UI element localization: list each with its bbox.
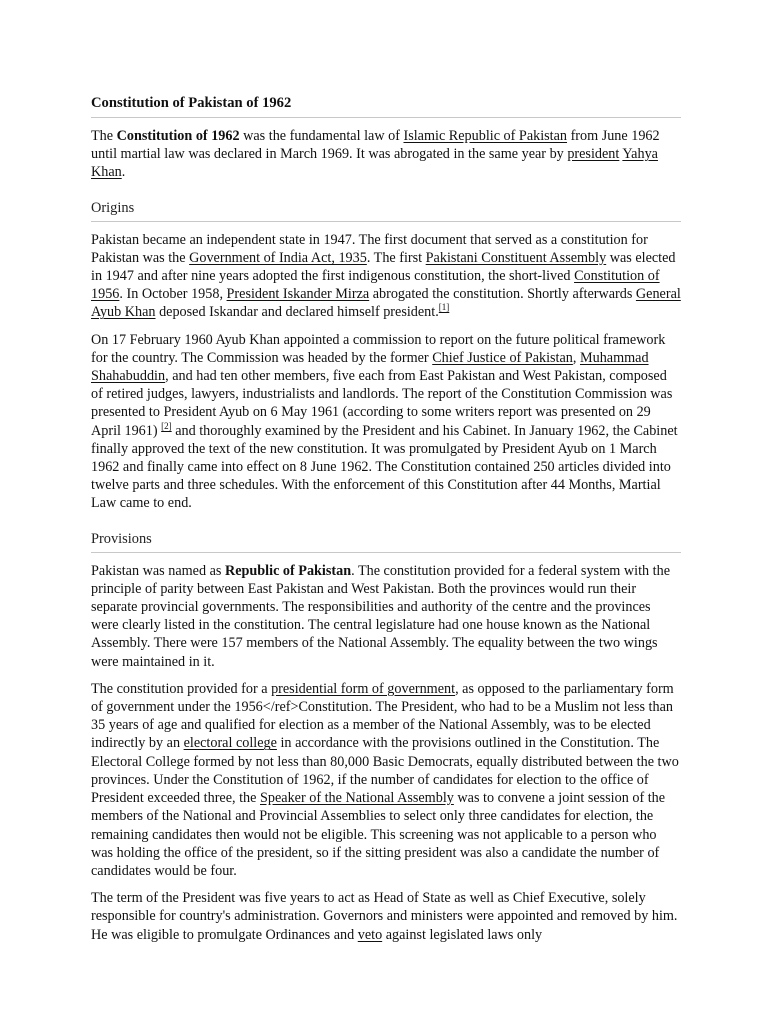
text: On 17 February 1960 Ayub Khan appointed a commission to report on the future political framework for the country. The Commission was headed by the former [91, 331, 666, 366]
text: against legislated laws only [382, 926, 543, 943]
bold-term: Constitution of 1962 [116, 128, 240, 144]
link-muhammad-shahabuddin[interactable]: Muhammad Shahabuddin [91, 349, 649, 385]
section-heading-provisions: Provisions [91, 530, 152, 547]
link-presidential-form-of-government[interactable]: presidential form of government [271, 680, 456, 697]
intro-paragraph [91, 127, 681, 182]
link-government-of-india-act[interactable]: Government of India Act, 1935 [189, 249, 367, 266]
link-electoral-college[interactable]: electoral college [183, 735, 277, 752]
text: deposed Iskandar and declared himself president. [155, 304, 439, 321]
document-page [91, 94, 681, 944]
link-president[interactable]: president [567, 146, 620, 163]
text: Pakistan was named as [91, 562, 225, 579]
link-pakistani-constituent-assembly[interactable]: Pakistani Constituent Assembly [425, 249, 607, 266]
bold-term: Republic of Pakistan [224, 562, 352, 579]
text: Pakistan became an independent state in 1947. The first document that served as a constitution for Pakistan was the [91, 231, 648, 266]
text: was the fundamental law of [239, 128, 404, 144]
link-veto[interactable]: veto [357, 926, 383, 943]
link-islamic-republic-of-pakistan[interactable]: Islamic Republic of Pakistan [403, 128, 568, 144]
link-speaker-of-the-national-assembly[interactable]: Speaker of the National Assembly [260, 790, 454, 807]
text: The [91, 128, 117, 144]
text: and thoroughly examined by the President and his Cabinet. In January 1962, the Cabinet finally approved the text of the new constitution. It was promulgated by President Ayub on 1 March 1962 and finally came into effect on 8 June 1962. The Constitution contained 250 articles divided into twelve parts and three schedules. With the enforcement of this Constitution after 44 Months, Martial Law came to end. [91, 422, 678, 512]
section-divider [91, 221, 681, 222]
text: . The constitution provided for a federal system with the principle of parity between East Pakistan and West Pakistan. Both the provinces would run their separate provincial governments. The responsibilities and authority of the centre and the provinces were clearly listed in the constitution. The central legislature had one house known as the National Assembly. There were 157 members of the National Assembly. The equality between the two wings were maintained in it. [91, 562, 670, 670]
reference-link-1[interactable]: [1] [438, 302, 450, 313]
link-yahya-khan[interactable]: Yahya Khan [91, 146, 658, 181]
link-constitution-of-1956[interactable]: Constitution of 1956 [91, 268, 660, 303]
provisions-paragraph-1 [91, 562, 681, 671]
text: The constitution provided for a [91, 680, 272, 697]
text: The term of the President was five years to act as Head of State as well as Chief Executive, solely responsible for country's administration. Governors and ministers were appointed and removed by him. He was eligible to promulgate Ordinances and [91, 890, 678, 943]
text: , as opposed to the parliamentary form of government under the 1956</ref>Constitution. The President, who had to be a Muslim not less than 35 years of age and qualified for election as a member of the National Assembly, was to be elected indirectly by an [91, 680, 674, 752]
reference-link-2[interactable]: [2] [161, 420, 172, 431]
text: was to convene a joint session of the members of the National and Provincial Assemblies to select only three candidates for election, the remaining candidates then would not be eligible. This screening was not applicable to a person who was holding the office of the president, so if the sitting president was also a candidate the number of candidates would be four. [91, 790, 666, 879]
text: from June 1962 until martial law was declared in March 1969. It was abrogated in the same year by [91, 128, 660, 163]
text: abrogated the constitution. Shortly afterwards [369, 286, 636, 303]
link-general-ayub-khan[interactable]: General Ayub Khan [91, 286, 681, 321]
title-divider [91, 117, 681, 118]
section-divider [91, 552, 681, 553]
provisions-paragraph-3 [91, 889, 681, 944]
page-title: Constitution of Pakistan of 1962 [91, 95, 292, 111]
section-heading-origins: Origins [91, 199, 135, 216]
text: . [121, 164, 126, 181]
text: was elected in 1947 and after nine years adopted the first indigenous constitution, the short-lived [91, 249, 676, 285]
text: , and had ten other members, five each from East Pakistan and West Pakistan, composed of retired judges, lawyers, industrialists and landlords. The report of the Constitution Commission was presented to President Ayub on 6 May 1961 (according to some writers report was presented on 29 April 1961) [91, 368, 673, 439]
link-chief-justice-of-pakistan[interactable]: Chief Justice of Pakistan [432, 349, 573, 366]
text: , [572, 349, 580, 366]
text: . In October 1958, [119, 286, 227, 303]
text: in accordance with the provisions outlined in the Constitution. The Electoral College formed by not less than 80,000 Basic Democrats, equally distributed between the two provinces. Under the Constitution of 1962, if the number of candidates for election to the office of President exceeded three, the [91, 735, 679, 807]
origins-paragraph-1 [91, 231, 681, 322]
origins-paragraph-2 [91, 331, 681, 513]
text: . The first [366, 249, 426, 266]
link-president-iskander-mirza[interactable]: President Iskander Mirza [226, 286, 370, 303]
provisions-paragraph-2 [91, 680, 681, 880]
